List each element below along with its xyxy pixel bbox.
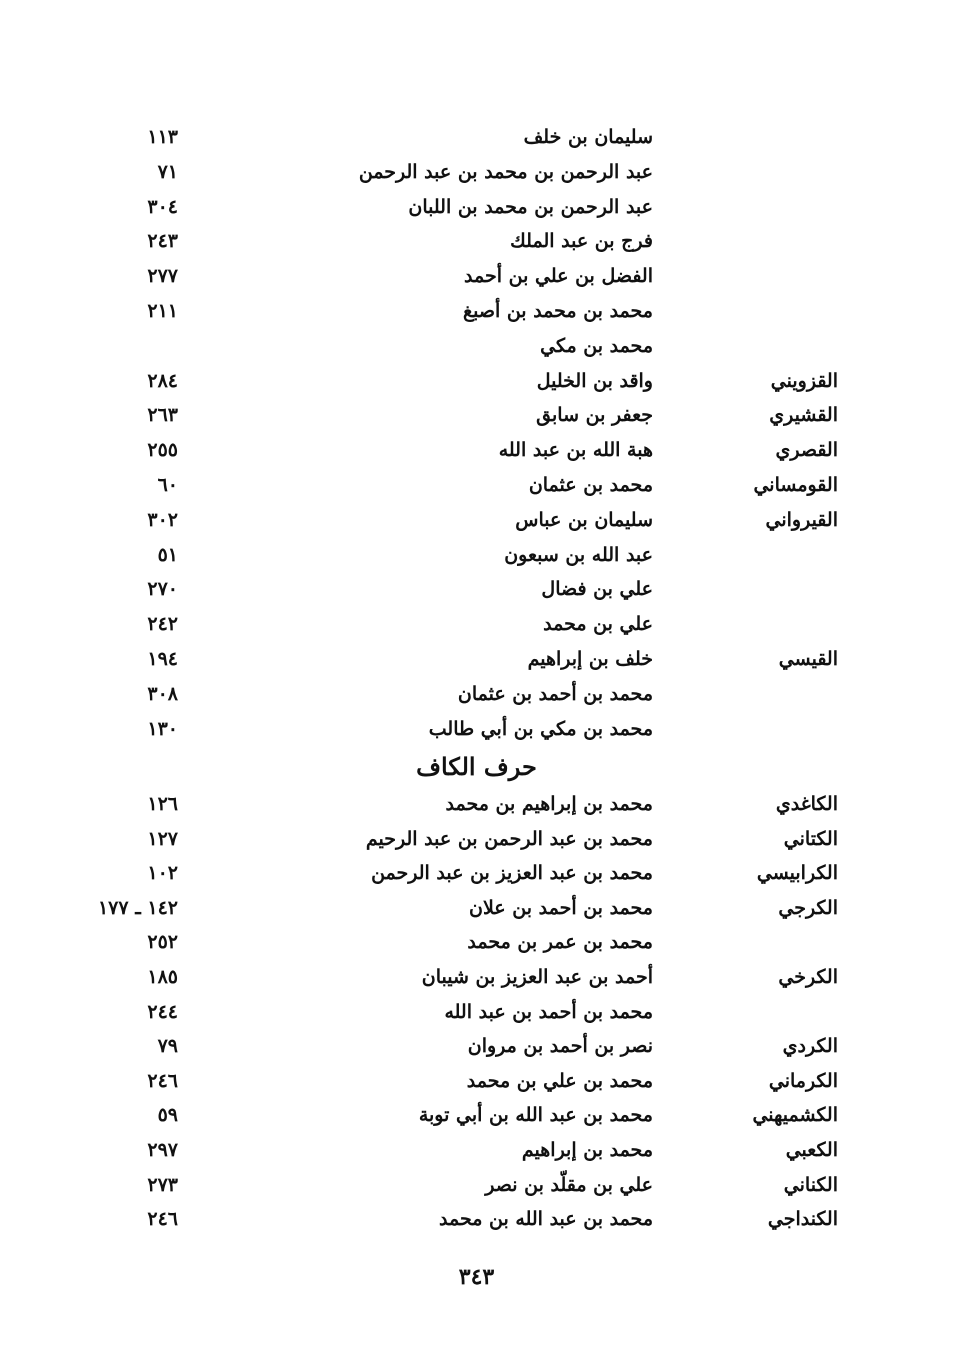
index-entry (0, 364, 953, 398)
page-ref: ٢١١ (147, 300, 178, 322)
person-name: عبد الرحمن بن محمد بن عبد الرحمن (358, 160, 653, 183)
index-entry (0, 787, 953, 821)
nisba-label: الكشميهني (752, 1104, 838, 1127)
person-name: جعفر بن سابق (536, 404, 653, 427)
person-name: سليمان بن خلف (523, 126, 653, 148)
index-entry (0, 155, 953, 189)
page-ref: ١٢٧ (147, 827, 178, 850)
index-entry (0, 224, 953, 258)
person-name: فرج بن عبد الملك (510, 230, 653, 253)
page-ref: ٥١ (157, 543, 178, 566)
person-name: محمد بن محمد بن أصبغ (462, 300, 653, 322)
page-ref: ١٩٤ (147, 648, 178, 670)
index-entry (0, 642, 953, 676)
person-name: عبد الرحمن بن محمد بن اللبان (408, 195, 653, 218)
nisba-label: الكرخي (778, 966, 838, 988)
nisba-label: الكرماني (768, 1069, 838, 1092)
person-name: محمد بن أحمد بن عثمان (457, 682, 653, 705)
index-entry (0, 856, 953, 890)
page-ref: ٢٥٥ (147, 439, 178, 462)
person-name: سليمان بن عباس (515, 508, 653, 531)
index-entry (0, 995, 953, 1029)
index-entry (0, 891, 953, 925)
nisba-label: الكاغدي (775, 793, 838, 815)
person-name: علي بن فضال (541, 578, 653, 601)
index-entry (0, 329, 953, 363)
index-entry (0, 960, 953, 994)
person-name: خلف بن إبراهيم (527, 648, 653, 670)
person-name: هبة الله بن عبد الله (498, 439, 653, 462)
index-entry (0, 712, 953, 746)
index-entry (0, 1168, 953, 1202)
index-entry (0, 572, 953, 606)
nisba-label: الكرابيسي (756, 862, 838, 885)
index-entry (0, 503, 953, 537)
nisba-label: الكناني (783, 1173, 838, 1196)
nisba-label: القومساني (753, 474, 838, 496)
page-ref: ٢٥٢ (147, 931, 178, 954)
nisba-label: الكرجي (778, 896, 838, 919)
page-ref: ٧٩ (157, 1035, 178, 1058)
index-entry (0, 1098, 953, 1132)
nisba-label: الكعبي (785, 1139, 838, 1161)
index-entry (0, 1064, 953, 1098)
person-name: محمد بن عمر بن محمد (467, 931, 653, 954)
page-ref: ١٨٥ (147, 966, 178, 988)
nisba-label: القيرواني (765, 508, 838, 531)
page-ref: ٦٠ (157, 474, 178, 496)
page-ref: ٢٩٧ (147, 1139, 178, 1161)
nisba-label: القيسي (778, 648, 838, 670)
person-name: محمد بن أحمد بن علان (469, 896, 653, 919)
index-entry (0, 294, 953, 328)
person-name: محمد بن علي بن محمد (466, 1069, 653, 1092)
person-name: نصر بن أحمد بن مروان (467, 1035, 653, 1058)
person-name: واقد بن الخليل (536, 369, 653, 392)
nisba-label: الكتاني (783, 827, 838, 850)
page-ref: ٢٤٢ (147, 613, 178, 636)
page-ref: ٧١ (157, 160, 178, 183)
index-entry (0, 1202, 953, 1236)
person-name: الفضل بن علي بن أحمد (464, 265, 653, 288)
index-entry (0, 468, 953, 502)
person-name: محمد بن عبد الرحمن بن عبد الرحيم (365, 827, 653, 850)
nisba-label: القصري (775, 439, 838, 462)
index-entry (0, 538, 953, 572)
person-name: محمد بن عبد العزيز بن عبد الرحمن (371, 862, 653, 885)
index-entry (0, 925, 953, 959)
page-ref: ٢٧٣ (147, 1173, 178, 1196)
page-ref: ٣٠٤ (147, 195, 178, 218)
nisba-label: الكنداجي (767, 1208, 838, 1231)
section-heading: حرف الكاف (416, 752, 537, 781)
person-name: محمد بن مكي بن أبي طالب (428, 717, 653, 740)
page-ref: ١٤٢ ـ ١٧٧ (97, 896, 178, 919)
person-name: علي بن مقلّد بن نصر (485, 1173, 653, 1196)
person-name: محمد بن عبد الله بن أبي توبة (418, 1104, 653, 1127)
index-entry (0, 433, 953, 467)
nisba-label: القزويني (770, 369, 838, 392)
person-name: محمد بن مكي (540, 334, 653, 357)
page-ref: ١٣٠ (147, 717, 178, 740)
person-name: أحمد بن عبد العزيز بن شيبان (421, 966, 653, 988)
page-ref: ٢٤٣ (147, 230, 178, 253)
page-ref: ٥٩ (157, 1104, 178, 1127)
person-name: محمد بن إبراهيم بن محمد (445, 793, 653, 815)
page-ref: ١٢٦ (147, 793, 178, 815)
index-entry (0, 190, 953, 224)
nisba-label: الكردي (782, 1035, 838, 1058)
page-ref: ٣٠٨ (147, 682, 178, 705)
index-entry (0, 259, 953, 293)
person-name: محمد بن عبد الله بن محمد (439, 1208, 653, 1231)
page-ref: ١١٣ (147, 126, 178, 148)
page-ref: ٢٦٣ (147, 404, 178, 427)
index-entry (0, 1029, 953, 1063)
index-entry (0, 607, 953, 641)
index-entry (0, 398, 953, 432)
index-entry (0, 677, 953, 711)
page-ref: ١٠٢ (147, 862, 178, 885)
page-number: ٣٤٣ (458, 1264, 495, 1290)
page-ref: ٣٠٢ (147, 508, 178, 531)
person-name: علي بن محمد (543, 613, 653, 636)
index-entry (0, 822, 953, 856)
nisba-label: القشيري (769, 404, 838, 427)
page-ref: ٢٧٠ (147, 578, 178, 601)
index-entry (0, 1133, 953, 1167)
person-name: محمد بن عثمان (528, 474, 653, 496)
page-ref: ٢٤٤ (147, 1000, 178, 1023)
page-ref: ٢٤٦ (147, 1069, 178, 1092)
index-entry (0, 120, 953, 154)
page-ref: ٢٨٤ (147, 369, 178, 392)
page-ref: ٢٧٧ (147, 265, 178, 288)
person-name: عبد الله بن سبعون (504, 543, 653, 566)
person-name: محمد بن أحمد بن عبد الله (444, 1000, 653, 1023)
person-name: محمد بن إبراهيم (521, 1139, 653, 1161)
page-ref: ٢٤٦ (147, 1208, 178, 1231)
